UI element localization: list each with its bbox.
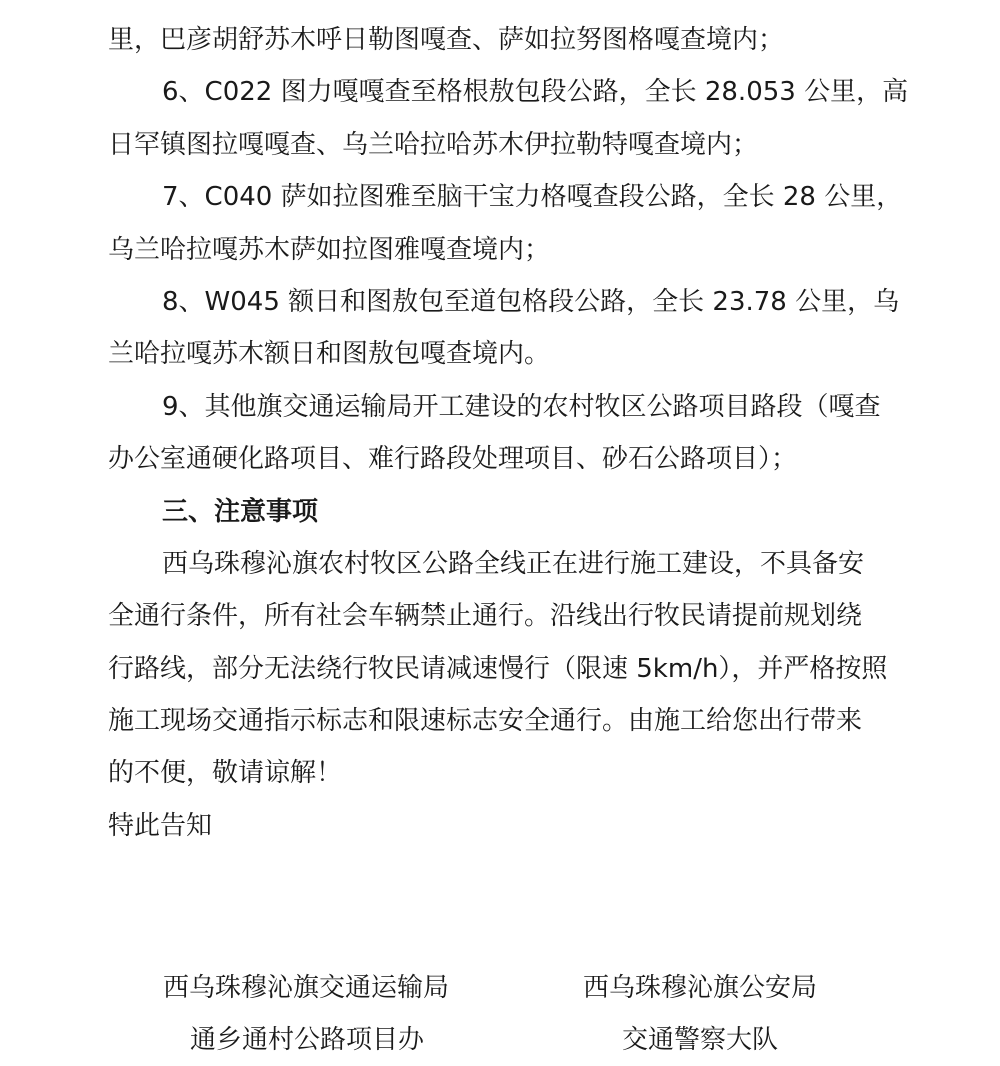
section-heading: 三、注意事项 (162, 496, 319, 527)
text-line-5: 乌兰哈拉嘎苏木萨如拉图雅嘎查境内； (108, 234, 551, 265)
signature-block (0, 962, 1000, 1054)
text-line-3: 日罕镇图拉嘎嘎查、乌兰哈拉哈苏木伊拉勒特嘎查境内； (108, 129, 759, 160)
text-line-12: 全通行条件，所有社会车辆禁止通行。沿线出行牧民请提前规划绕 (108, 601, 863, 632)
text-line-11: 西乌珠穆沁旗农村牧区公路全线正在进行施工建设，不具备安 (162, 548, 865, 579)
text-line-4: 7、C040 萨如拉图雅至脑干宝力格嘎查段公路，全长 28 公里， (162, 182, 903, 213)
signature-right-org: 西乌珠穆沁旗公安局 (583, 973, 818, 1003)
signature-left-org: 西乌珠穆沁旗交通运输局 (163, 973, 450, 1003)
text-line-13: 行路线，部分无法绕行牧民请减速慢行（限速 5km/h），并严格按照 (108, 653, 888, 684)
text-line-2: 6、C022 图力嘎嘎查至格根敖包段公路，全长 28.053 公里，高 (162, 77, 909, 108)
text-line-1: 里，巴彦胡舒苏木呼日勒图嘎查、萨如拉努图格嘎查境内； (108, 25, 785, 55)
text-line-7: 兰哈拉嘎苏木额日和图敖包嘎查境内。 (108, 339, 551, 370)
signature-left-dept: 通乡通村公路项目办 (190, 1025, 425, 1055)
text-line-15: 的不便，敬请谅解！ (108, 758, 343, 789)
text-line-14: 施工现场交通指示标志和限速标志安全通行。由施工给您出行带来 (108, 706, 863, 737)
text-line-8: 9、其他旗交通运输局开工建设的农村牧区公路项目路段（嘎查 (162, 391, 881, 422)
text-line-9: 办公室通硬化路项目、难行路段处理项目、砂石公路项目）； (108, 444, 798, 475)
document-body (108, 14, 908, 852)
signature-right-dept: 交通警察大队 (622, 1025, 779, 1055)
text-line-6: 8、W045 额日和图敖包至道包格段公路，全长 23.78 公里，乌 (162, 286, 900, 317)
closing-line: 特此告知 (108, 810, 213, 841)
